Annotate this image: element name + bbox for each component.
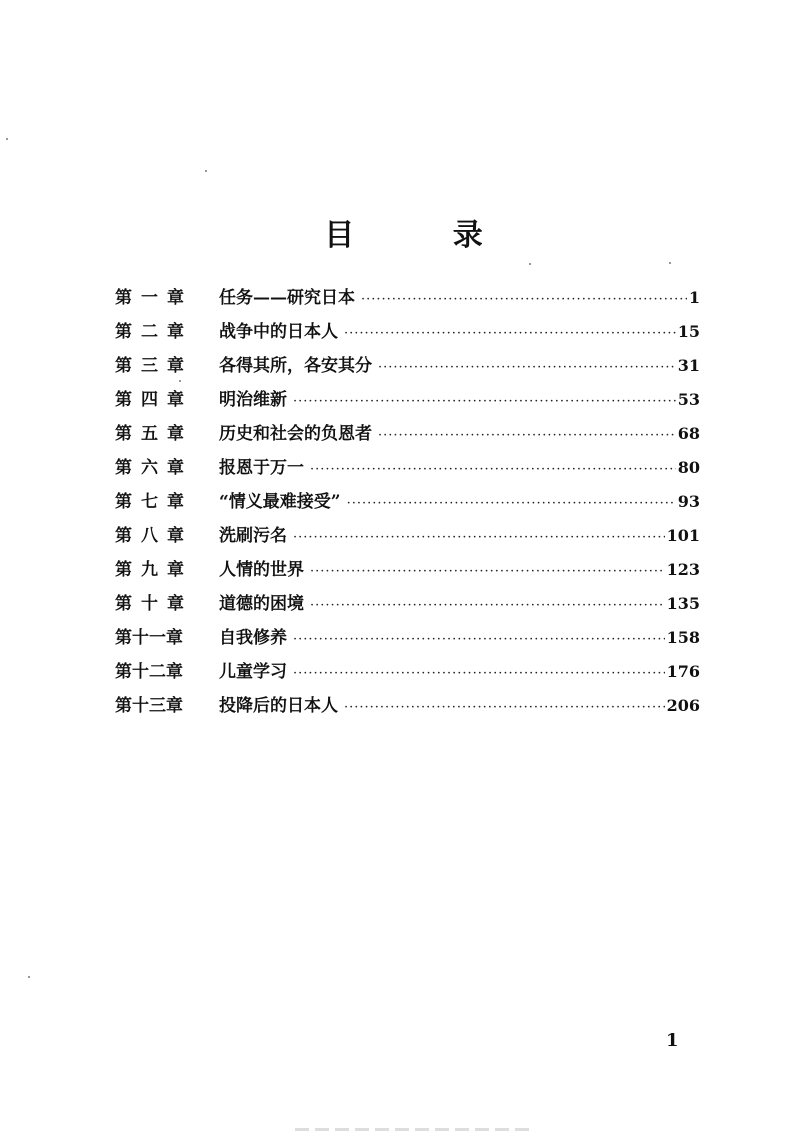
chapter-title: 投降后的日本人 — [219, 696, 338, 716]
dot-leader — [344, 317, 676, 351]
dot-leader — [344, 691, 665, 725]
dot-leader — [378, 419, 676, 453]
toc-entry-10[interactable] — [115, 587, 700, 621]
dot-leader — [293, 657, 665, 691]
page-folio: 1 — [666, 1030, 679, 1051]
scan-speck — [205, 170, 207, 172]
scan-smudge — [295, 1128, 530, 1131]
scan-speck — [28, 976, 30, 978]
chapter-title: 任务——研究日本 — [219, 288, 355, 308]
page-number: 53 — [677, 390, 700, 409]
table-of-contents — [115, 281, 700, 723]
toc-entry-7[interactable] — [115, 485, 700, 519]
page-number: 135 — [666, 594, 700, 613]
scan-speck — [529, 263, 531, 265]
chapter-title: 报恩于万一 — [219, 458, 304, 478]
chapter-label: 第十三章 — [115, 696, 183, 716]
toc-entry-2[interactable] — [115, 315, 700, 349]
chapter-title: 明治维新 — [219, 390, 287, 410]
chapter-title: 战争中的日本人 — [219, 322, 338, 342]
chapter-label: 第七章 — [115, 492, 193, 512]
chapter-label: 第六章 — [115, 458, 193, 478]
dot-leader — [310, 589, 665, 623]
chapter-title: 历史和社会的负恩者 — [219, 424, 372, 444]
chapter-title: 洗刷污名 — [219, 526, 287, 546]
chapter-label: 第三章 — [115, 356, 193, 376]
page-number: 1 — [688, 288, 700, 307]
scan-speck — [179, 380, 181, 382]
chapter-label: 第九章 — [115, 560, 193, 580]
page-title: 目 录 — [324, 218, 527, 253]
chapter-label: 第一章 — [115, 288, 193, 308]
chapter-label: 第十二章 — [115, 662, 183, 682]
chapter-label: 第八章 — [115, 526, 193, 546]
toc-entry-5[interactable] — [115, 417, 700, 451]
dot-leader — [293, 385, 676, 419]
toc-entry-12[interactable] — [115, 655, 700, 689]
chapter-title: 儿童学习 — [219, 662, 287, 682]
toc-entry-9[interactable] — [115, 553, 700, 587]
dot-leader — [293, 623, 665, 657]
dot-leader — [310, 555, 665, 589]
toc-entry-11[interactable] — [115, 621, 700, 655]
chapter-title: 人情的世界 — [219, 560, 304, 580]
chapter-title: 自我修养 — [219, 628, 287, 648]
dot-leader — [361, 283, 687, 317]
chapter-title: 道德的困境 — [219, 594, 304, 614]
chapter-label: 第二章 — [115, 322, 193, 342]
page-number: 15 — [677, 322, 700, 341]
page-number: 68 — [677, 424, 700, 443]
page-number: 123 — [666, 560, 700, 579]
page-number: 158 — [666, 628, 700, 647]
dot-leader — [347, 487, 676, 521]
page-number: 206 — [666, 696, 700, 715]
page-number: 80 — [677, 458, 700, 477]
toc-entry-13[interactable] — [115, 689, 700, 723]
scan-speck — [6, 138, 8, 140]
chapter-title: 各得其所，各安其分 — [219, 356, 372, 376]
page-number: 176 — [666, 662, 700, 681]
toc-entry-4[interactable] — [115, 383, 700, 417]
toc-entry-1[interactable] — [115, 281, 700, 315]
chapter-title: “情义最难接受” — [219, 492, 341, 512]
toc-entry-8[interactable] — [115, 519, 700, 553]
toc-entry-6[interactable] — [115, 451, 700, 485]
page-number: 31 — [677, 356, 700, 375]
chapter-label: 第十一章 — [115, 628, 183, 648]
dot-leader — [293, 521, 665, 555]
dot-leader — [310, 453, 676, 487]
dot-leader — [378, 351, 676, 385]
page-number: 93 — [677, 492, 700, 511]
page-number: 101 — [666, 526, 700, 545]
chapter-label: 第十章 — [115, 594, 193, 614]
toc-entry-3[interactable] — [115, 349, 700, 383]
chapter-label: 第四章 — [115, 390, 193, 410]
scan-speck — [669, 262, 671, 264]
chapter-label: 第五章 — [115, 424, 193, 444]
